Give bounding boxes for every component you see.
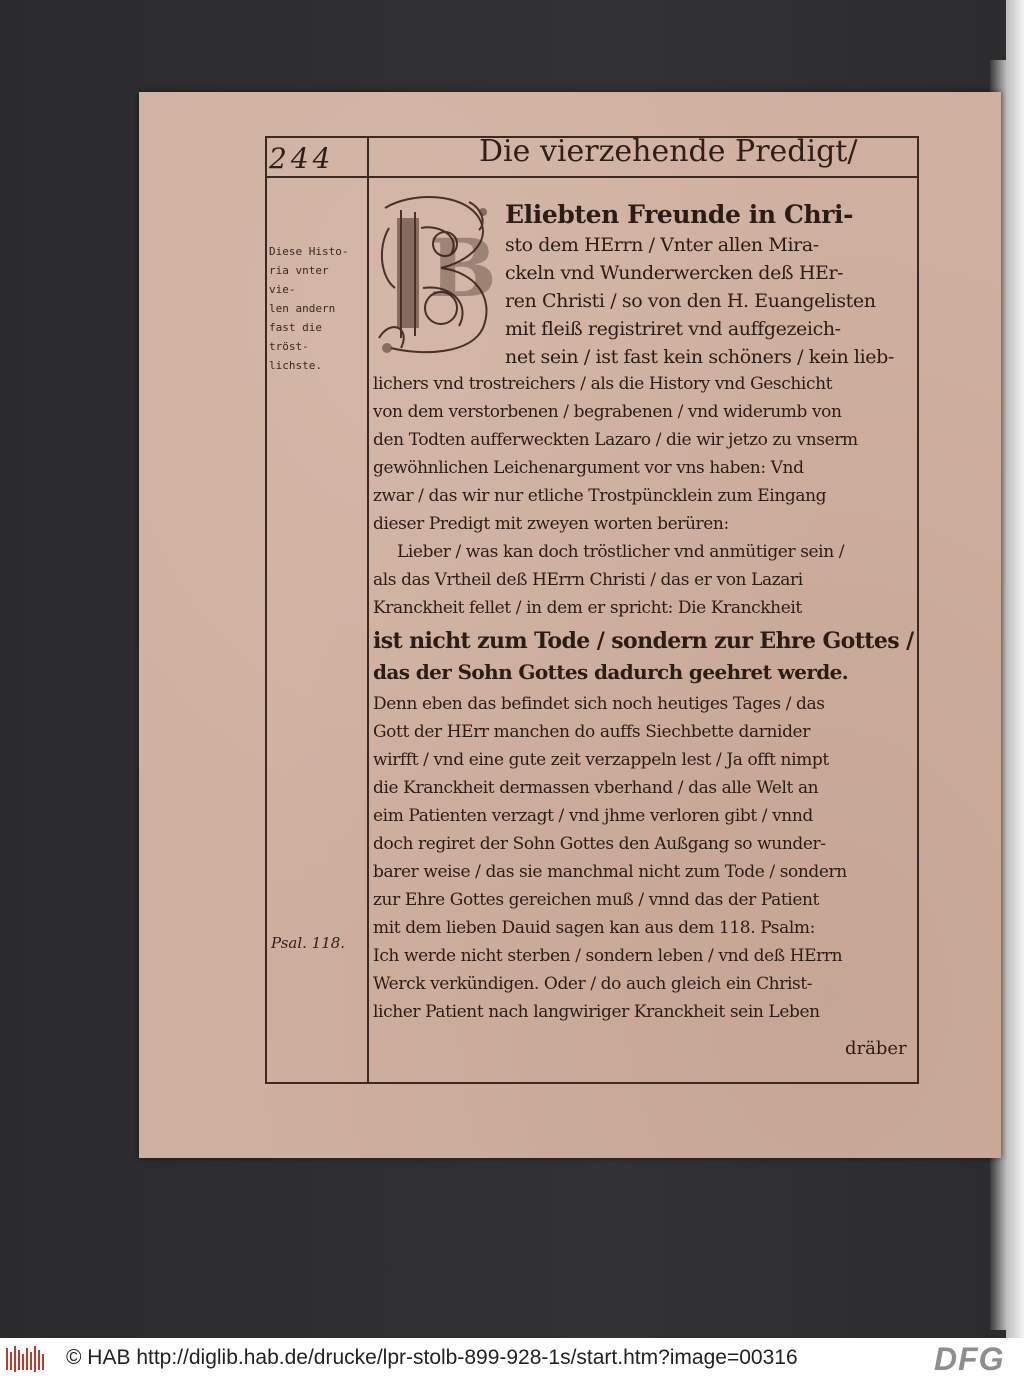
running-head: Die vierzehende Predigt/ — [479, 134, 858, 169]
page-edges-outer — [1006, 0, 1024, 1338]
body-line: licher Patient nach langwiriger Kranckheit sein Leben — [373, 1002, 820, 1022]
body-line: Lieber / was kan doch tröstlicher vnd anmütiger sein / — [397, 542, 845, 562]
page-number: 244 — [269, 142, 335, 175]
body-line-emphasis: das der Sohn Gottes dadurch geehret werde. — [373, 660, 849, 684]
dfg-logo: DFG — [934, 1341, 1005, 1377]
body-line: barer weise / das sie manchmal nicht zum Tode / sondern — [373, 862, 847, 882]
barcode-icon — [6, 1346, 46, 1372]
body-line-emphasis: ist nicht zum Tode / sondern zur Ehre Gottes / — [373, 628, 914, 654]
header-rule — [267, 176, 917, 178]
body-line: zwar / das wir nur etliche Trostpüncklein zum Eingang — [373, 486, 827, 506]
body-line: Gott der HErr manchen do auffs Siechbette darnider — [373, 722, 810, 742]
body-line: von dem verstorbenen / begrabenen / vnd widerumb von — [373, 402, 842, 422]
body-line: doch regiret der Sohn Gottes den Außgang so wunder- — [373, 834, 826, 854]
body-line: Denn eben das befindet sich noch heutiges Tages / das — [373, 694, 825, 714]
source-citation[interactable]: © HAB http://diglib.hab.de/drucke/lpr-stolb-899-928-1s/start.htm?image=00316 — [66, 1346, 798, 1369]
body-line: Werck verkündigen. Oder / do auch gleich ein Christ- — [373, 974, 813, 994]
body-line: zur Ehre Gottes gereichen muß / vnnd das der Patient — [373, 890, 819, 910]
body-line: wirfft / vnd eine gute zeit verzappeln lest / Ja offt nimpt — [373, 750, 829, 770]
body-line: den Todten aufferweckten Lazaro / die wir jetzo zu vnserm — [373, 430, 858, 450]
marginal-note: Diese Histo- ria vnter vie- len andern fast die tröst- lichste. — [269, 245, 349, 372]
body-line: gewöhnlichen Leichenargument vor vns haben: Vnd — [373, 458, 804, 478]
footer-bar — [0, 1338, 1024, 1379]
body-line: Eliebten Freunde in Chri- — [505, 200, 854, 229]
body-line: die Kranckheit dermassen vberhand / das alle Welt an — [373, 778, 819, 798]
body-line: eim Patienten verzagt / vnd jhme verloren gibt / vnnd — [373, 806, 813, 826]
body-line: Ich werde nicht sterben / sondern leben / vnd deß HErrn — [373, 946, 843, 966]
marginal-reference: Psal. 118. — [271, 934, 346, 952]
initial-letter: B — [429, 221, 497, 315]
body-line: lichers vnd trostreichers / als die History vnd Geschicht — [373, 374, 833, 394]
decorated-initial — [371, 188, 499, 360]
body-line: ren Christi / so von den H. Euangelisten — [505, 290, 876, 312]
catchword: dräber — [845, 1038, 907, 1059]
book-page — [139, 92, 1001, 1158]
body-line: als das Vrtheil deß HErrn Christi / das er von Lazari — [373, 570, 803, 590]
body-line: mit fleiß registriret vnd auffgezeich- — [505, 318, 841, 340]
body-line: net sein / ist fast kein schöners / kein lieb- — [505, 346, 894, 368]
body-line: Kranckheit fellet / in dem er spricht: Die Kranckheit — [373, 598, 802, 618]
margin-rule — [367, 138, 369, 1082]
body-line: mit dem lieben Dauid sagen kan aus dem 118. Psalm: — [373, 918, 815, 938]
body-line: ckeln vnd Wunderwercken deß HEr- — [505, 262, 844, 284]
body-line: dieser Predigt mit zweyen worten berüren: — [373, 514, 729, 534]
body-line: sto dem HErrn / Vnter allen Mira- — [505, 234, 819, 256]
